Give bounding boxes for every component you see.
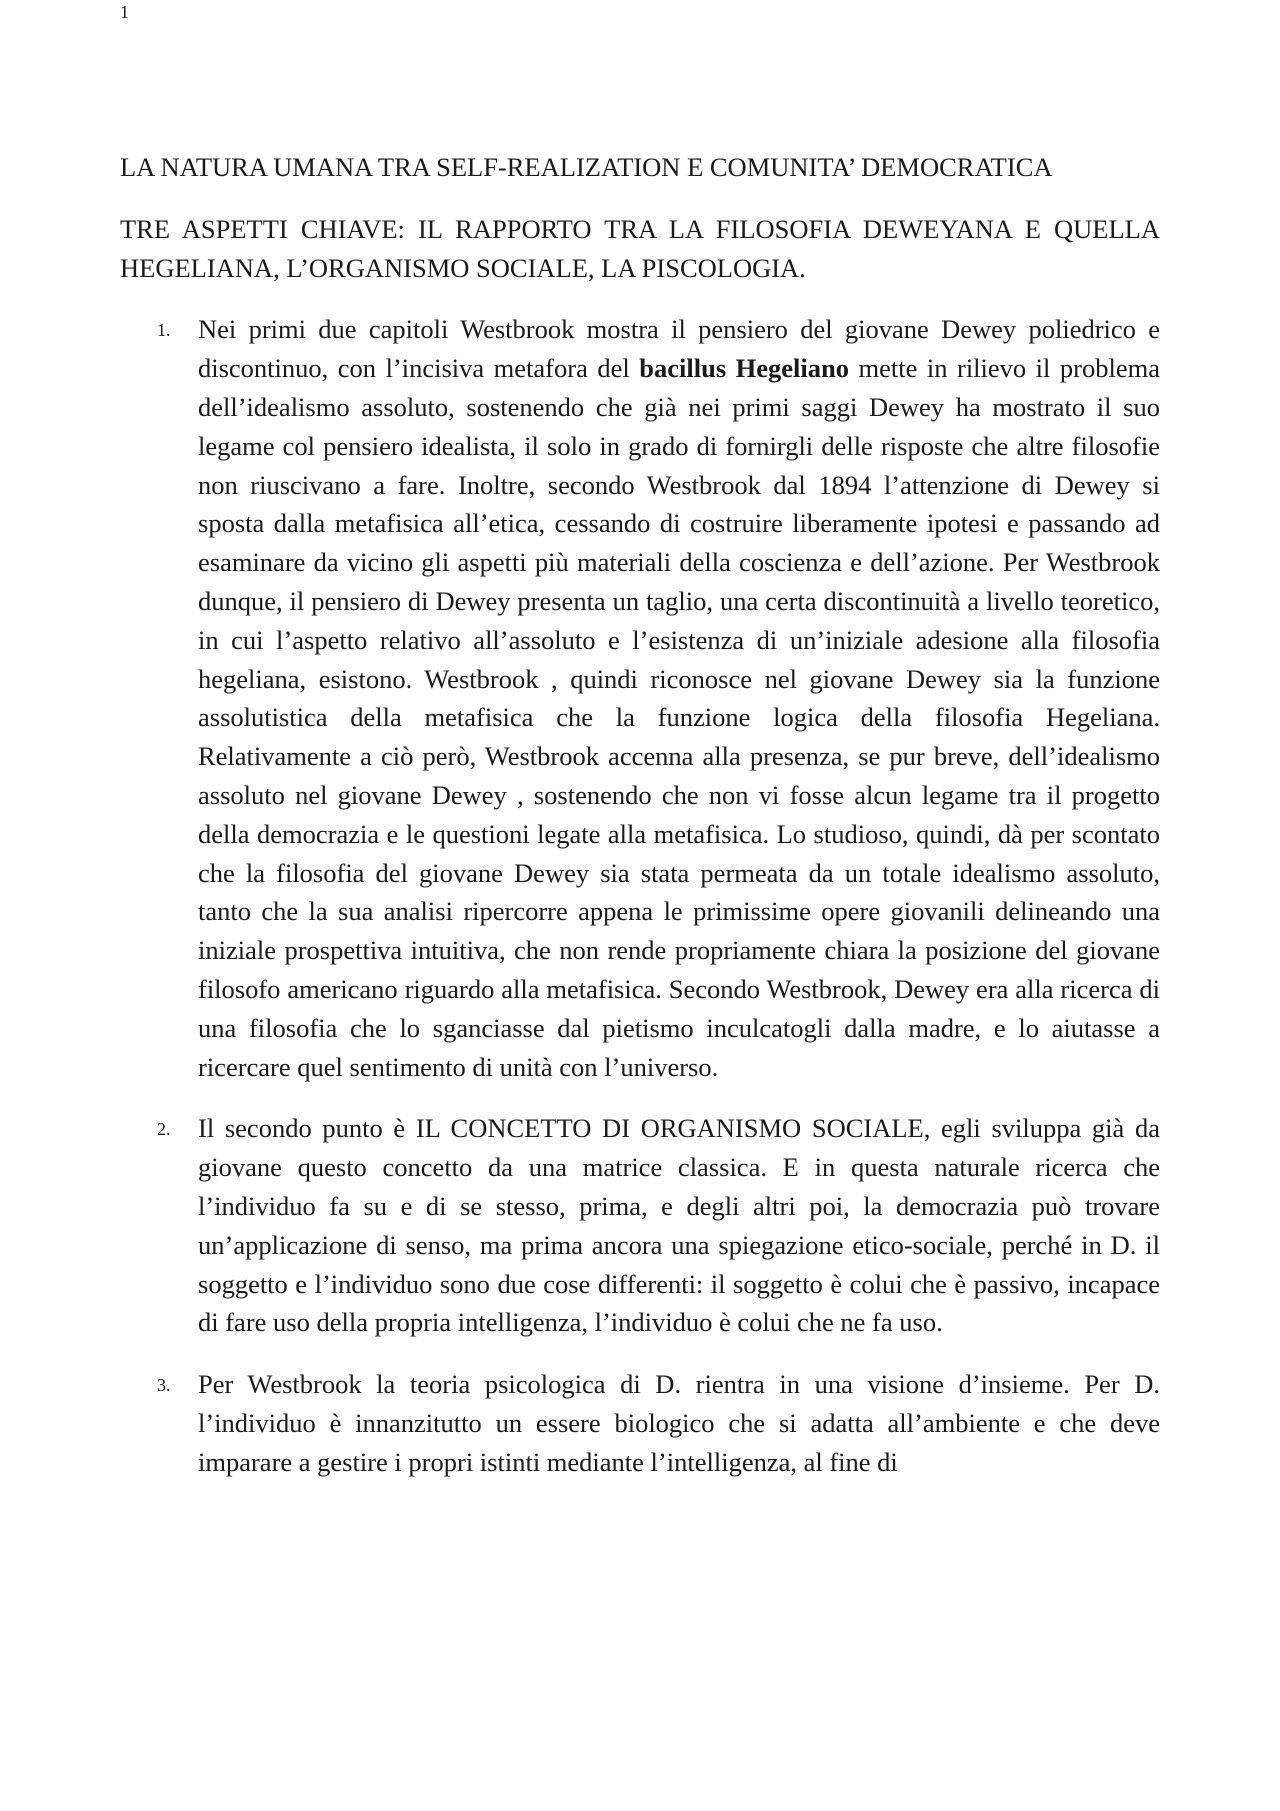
list-item-bold-term: bacillus Hegeliano bbox=[639, 353, 849, 384]
document-body bbox=[120, 148, 1160, 1505]
document-title: LA NATURA UMANA TRA SELF-REALIZATION E COMUNITA’ DEMOCRATICA bbox=[120, 152, 1053, 182]
list-item-text: Per Westbrook la teoria psicologica di D. rientra in una visione d’insieme. Per D. l’individuo è innanzitutto un essere biologico che si adatta all’ambiente e che deve imparare a gestire i propri istinti mediante l’intelligenza, al fine di bbox=[198, 1369, 1160, 1477]
list-item-text-before: Nei primi due capitoli Westbrook mostra il pensiero del giovane Dewey poliedrico e discontinuo, con l’incisiva metafora del bbox=[198, 314, 1160, 384]
list-item bbox=[120, 310, 1160, 1086]
list-item bbox=[120, 1365, 1160, 1481]
list-item-text: Il secondo punto è IL CONCETTO DI ORGANISMO SOCIALE, egli sviluppa già da giovane questo concetto da una matrice classica. E in questa naturale ricerca che l’individuo fa su e di se stesso, prima, e degli altri poi, la democrazia può trovare un’applicazione di senso, ma prima ancora una spiegazione etico-sociale, perché in D. il soggetto e l’individuo sono due cose differenti: il soggetto è colui che è passivo, incapace di fare uso della propria intelligenza, l’individuo è colui che ne fa uso. bbox=[198, 1113, 1160, 1338]
list-item-text-after: mette in rilievo il problema dell’idealismo assoluto, sostenendo che già nei primi saggi Dewey ha mostrato il suo legame col pensiero idealista, il solo in grado di fornirgli delle risposte che altre filosofie non riuscivano a fare. Inoltre, secondo Westbrook dal 1894 l’attenzione di Dewey si sposta dalla metafisica all’etica, cessando di costruire liberamente ipotesi e passando ad esaminare da vicino gli aspetti più materiali della coscienza e dell’azione. Per Westbrook dunque, il pensiero di Dewey presenta un taglio, una certa discontinuità a livello teoretico, in cui l’aspetto relativo all’assoluto e l’esistenza di un’iniziale adesione alla filosofia hegeliana, esistono. Westbrook , quindi riconosce nel giovane Dewey sia la funzione assolutistica della metafisica che la funzione logica della filosofia Hegeliana. Relativamente a ciò però, Westbrook accenna alla presenza, se pur breve, dell’idealismo assoluto nel giovane Dewey , sostenendo che non vi fosse alcun legame tra il progetto della democrazia e le questioni legate alla metafisica. Lo studioso, quindi, dà per scontato che la filosofia del giovane Dewey sia stata permeata da un totale idealismo assoluto, tanto che la sua analisi ripercorre appena le primissime opere giovanili delineando una iniziale prospettiva intuitiva, che non rende propriamente chiara la posizione del giovane filosofo americano riguardo alla metafisica. Secondo Westbrook, Dewey era alla ricerca di una filosofia che lo sganciasse dal pietismo inculcatogli dalla madre, e lo aiutasse a ricercare quel sentimento di unità con l’universo. bbox=[198, 353, 1160, 1082]
list-item-number: 2. bbox=[157, 1119, 171, 1140]
page-number: 1 bbox=[120, 2, 129, 22]
list-item-number: 1. bbox=[157, 320, 171, 341]
numbered-list bbox=[120, 310, 1160, 1481]
list-item bbox=[120, 1109, 1160, 1342]
list-item-number: 3. bbox=[157, 1375, 171, 1396]
document-subtitle: TRE ASPETTI CHIAVE: IL RAPPORTO TRA LA FILOSOFIA DEWEYANA E QUELLA HEGELIANA, L’ORGANISMO SOCIALE, LA PISCOLOGIA. bbox=[120, 213, 1160, 283]
